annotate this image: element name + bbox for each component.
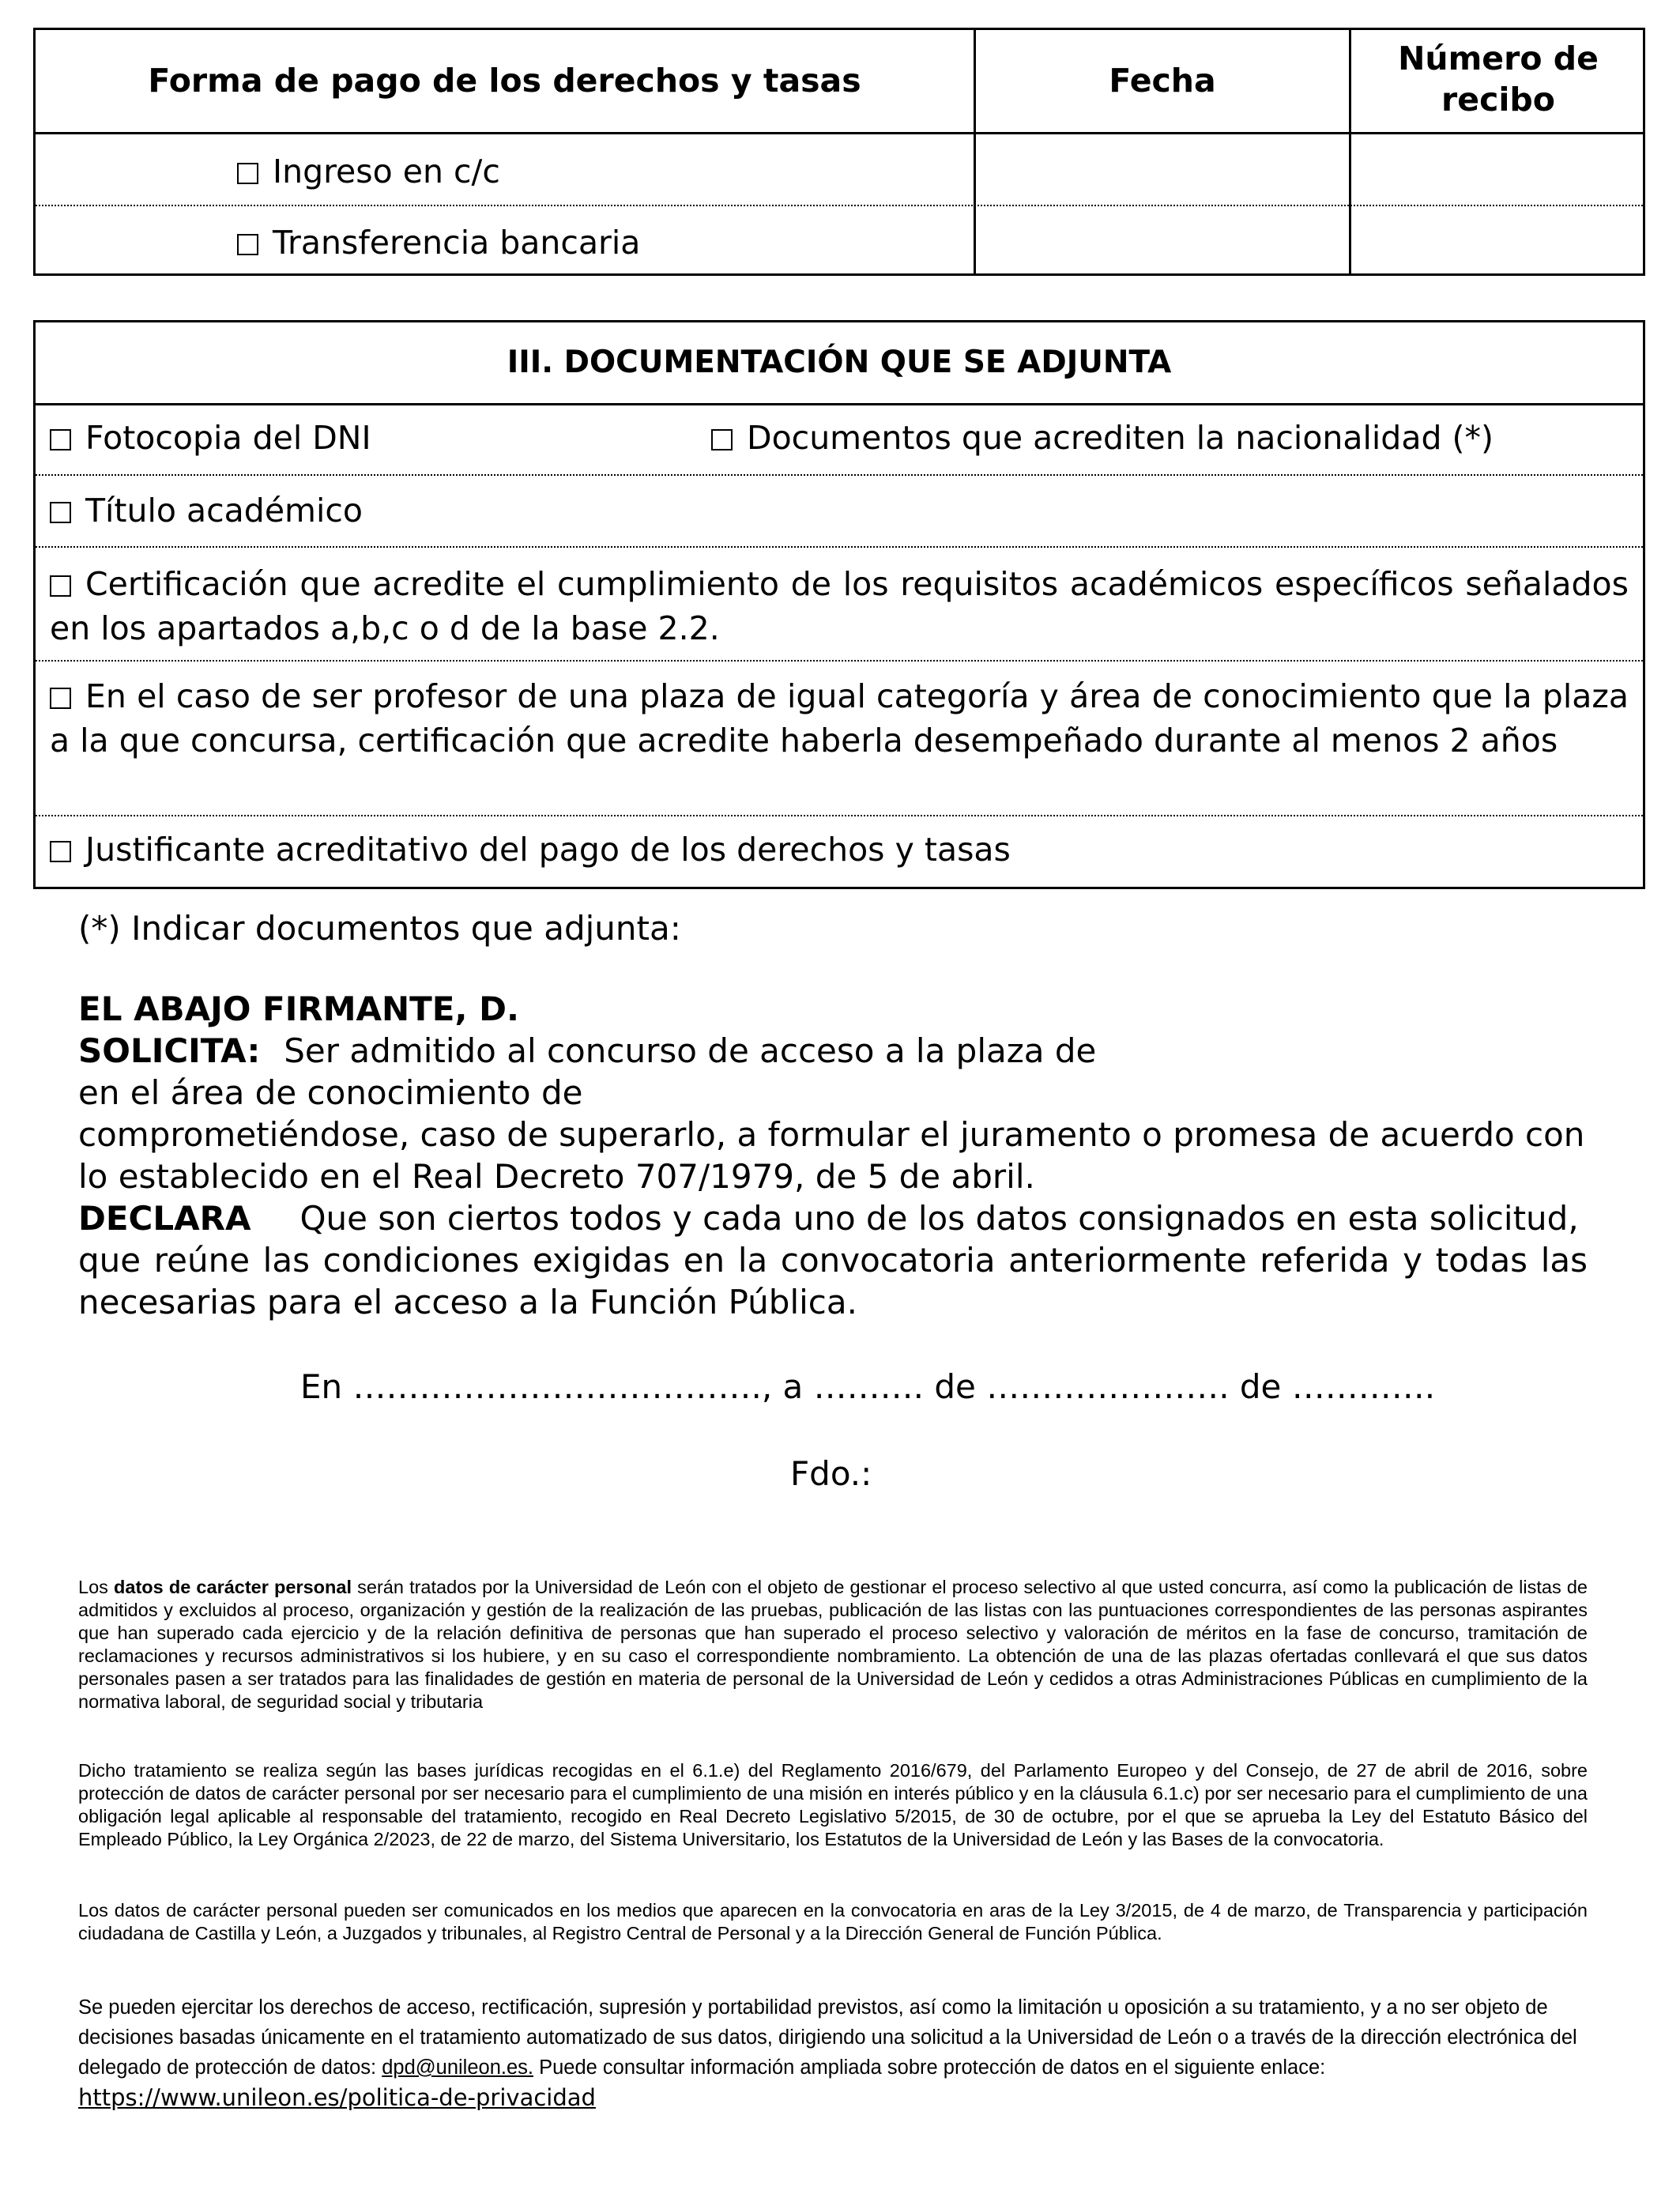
option-bank-transfer[interactable] [237,224,640,262]
header-payment-method: Forma de pago de los derechos y tasas [148,62,861,100]
doc-label: Documentos que acrediten la nacionalidad (*) [747,419,1494,457]
documents-title: III. DOCUMENTACIÓN QUE SE ADJUNTA [507,345,1172,380]
commitment-line-2: lo establecido en el Real Decreto 707/1979, de 5 de abril. [78,1157,1035,1196]
dpo-email-link[interactable]: dpd@unileon.es. [382,2056,533,2079]
checkbox[interactable] [237,234,258,255]
doc-label: Justificante acreditativo del pago de los derechos y tasas [85,831,1011,869]
signatory-label: EL ABAJO FIRMANTE, D. [78,990,519,1028]
privacy-text: Puede consultar información ampliada sobre protección de datos en el siguiente enlace: [533,2056,1326,2079]
area-line: en el área de conocimiento de [78,1073,583,1112]
doc-nationality[interactable] [711,416,1494,460]
declara-line-2: que reúne las condiciones exigidas en la convocatoria anteriormente referida y todas las [78,1241,1588,1280]
header-divider [36,132,1643,134]
checkbox[interactable] [50,429,71,450]
checkbox[interactable] [237,163,258,184]
privacy-bold-text: datos de carácter personal [114,1577,352,1597]
row-divider [36,660,1643,662]
attached-docs-note: (*) Indicar documentos que adjunta: [78,909,681,948]
doc-label: Fotocopia del DNI [85,419,371,457]
solicita-line [78,1030,1588,1072]
checkbox[interactable] [50,502,71,523]
doc-payment-proof[interactable] [50,827,1011,872]
declara-text-1: Que son ciertos todos y cada uno de los datos consignados en esta solicitud, [299,1199,1579,1238]
row-divider [36,205,1643,206]
checkbox[interactable] [50,841,71,862]
checkbox[interactable] [50,688,71,709]
doc-label: Título académico [85,492,363,530]
payment-table [33,28,1645,276]
declaration-block [78,988,1588,1323]
privacy-paragraph-2: Dicho tratamiento se realiza según las bases jurídicas recogidas en el 6.1.e) del Reglamento 2016/679, del Parlamento Europeo y del Consejo, de 27 de abril de 2016, sobre protección de datos de carácter personal por ser necesario para el cumplimiento de una misión en interés público y en la cláusula 6.1.c) por ser necesario para el cumplimiento de una obligación legal aplicable al responsable del tratamiento, recogido en Real Decreto Legislativo 5/2015, de 30 de octubre, por el que se aprueba la Ley del Estatuto Básico del Empleado Público, la Ley Orgánica 2/2023, de 22 de marzo, del Sistema Universitario, los Estatutos de la Universidad de León y las Bases de la convocatoria. [78,1760,1588,1849]
solicita-label: SOLICITA: [78,1031,261,1070]
privacy-policy-link[interactable]: https://www.unileon.es/politica-de-privacidad [78,2084,596,2111]
signature-label: Fdo.: [790,1454,872,1493]
checkbox[interactable] [50,575,71,597]
privacy-paragraph-4 [78,1992,1588,2114]
option-label: Transferencia bancaria [273,224,641,262]
place-date-line: En ………………………………., a ………. de …………………. de …………. [300,1367,1436,1406]
doc-degree[interactable] [50,488,363,533]
header-receipt-line1: Número de [1398,40,1599,77]
row-divider [36,815,1643,816]
privacy-text: Se pueden ejercitar los derechos de acceso, rectificación, supresión y portabilidad previstos, así como la limitación u oposición a su tratamiento, y a no ser objeto de decisiones basadas únicamente en el tratamiento automatizado de sus datos, dirigiendo una solicitud a la Universidad de León o a través de la dirección electrónica del delegado de protección de datos: [78,1996,1577,2079]
header-receipt-line2: recibo [1441,81,1555,119]
privacy-text: Los [78,1577,115,1597]
header-date: Fecha [1109,62,1216,100]
declara-label: DECLARA [78,1199,251,1238]
doc-dni[interactable] [50,416,371,460]
doc-label: Certificación que acredite el cumplimiento de los requisitos académicos específicos señalados en los apartados a,b,c o d de la base 2.2. [50,565,1629,647]
documents-table [33,320,1645,889]
row-divider [36,474,1643,476]
doc-label: En el caso de ser profesor de una plaza de igual categoría y área de conocimiento que la plaza a la que concursa, certificación que acredite haberla desempeñado durante al menos 2 años [50,677,1629,760]
option-bank-deposit[interactable] [237,153,500,190]
title-divider [36,403,1643,405]
declara-line [78,1197,1588,1239]
checkbox[interactable] [711,429,733,450]
privacy-paragraph-1 [78,1576,1588,1713]
doc-professor[interactable] [50,674,1629,763]
privacy-paragraph-3: Los datos de carácter personal pueden ser comunicados en los medios que aparecen en la convocatoria en aras de la Ley 3/2015, de 4 de marzo, de Transparencia y participación ciudadana de Castilla y León, a Juzgados y tribunales, al Registro Central de Personal y a la Dirección General de Función Pública. [78,1900,1588,1943]
solicita-text: Ser admitido al concurso de acceso a la plaza de [284,1031,1097,1070]
privacy-text: serán tratados por la Universidad de León con el objeto de gestionar el proceso selectivo al que usted concurra, así como la publicación de listas de admitidos y excluidos al proceso, organización y gestión de la realización de las pruebas, publicación de las listas con las puntuaciones correspondientes de las personas aspirantes que han superado cada ejercicio y de la relación definitiva de personas que han superado el proceso selectivo y valoración de méritos en la fase de concurso, tramitación de reclamaciones y recursos administrativos si los hubiere, y en su caso el correspondiente nombramiento. La obtención de una de las plazas ofertadas conllevará el que sus datos personales pasen a ser tratados para las finalidades de gestión en materia de personal de la Universidad de León y cedidos a otras Administraciones Públicas en cumplimiento de la normativa laboral, de seguridad social y tributaria [78,1577,1588,1712]
header-receipt-number [1351,38,1645,120]
commitment-line-1: comprometiéndose, caso de superarlo, a formular el juramento o promesa de acuerdo con [78,1115,1585,1154]
option-label: Ingreso en c/c [273,153,500,190]
row-divider [36,546,1643,548]
declara-line-3: necesarias para el acceso a la Función Pública. [78,1283,857,1321]
doc-certification[interactable] [50,562,1629,650]
